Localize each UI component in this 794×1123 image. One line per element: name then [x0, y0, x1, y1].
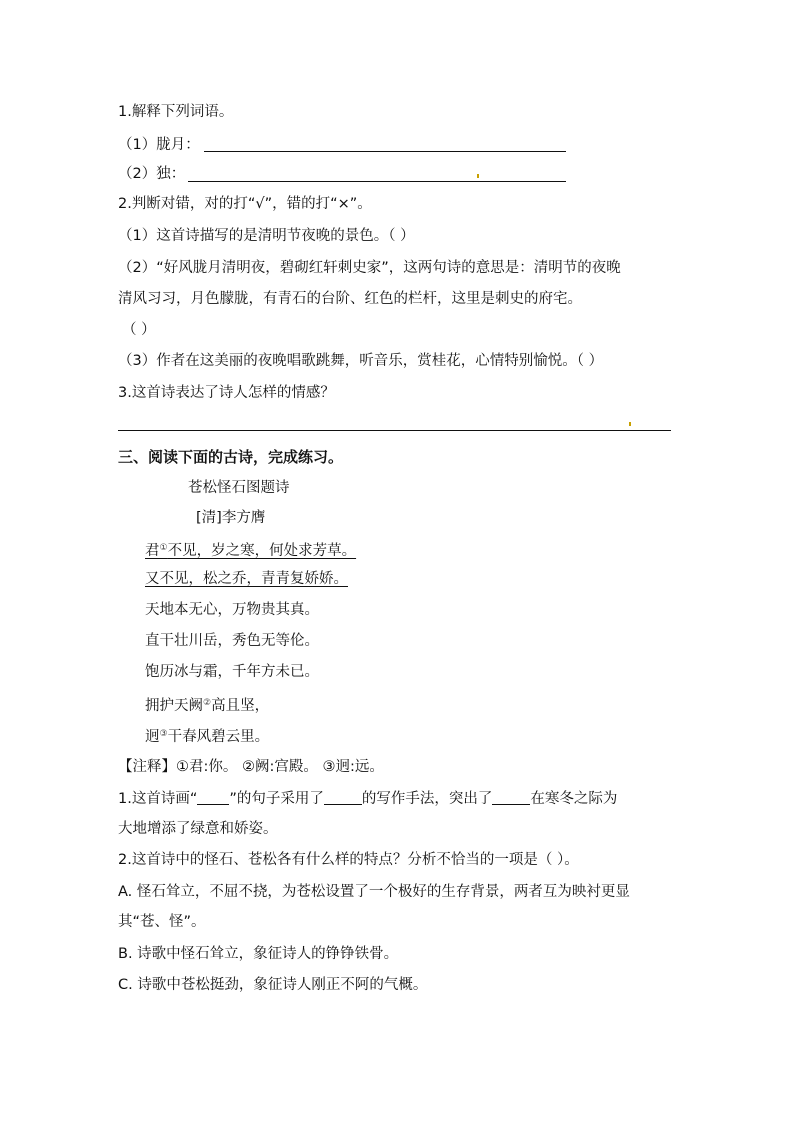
poem-author: [清]李方膺	[196, 510, 266, 526]
p3-q2-stem: 2.这首诗中的怪石、苍松各有什么样的特点？分析不恰当的一项是（ ）。	[118, 852, 579, 868]
p3-q1-blank-1[interactable]	[197, 790, 229, 805]
yellow-mark	[629, 422, 631, 426]
p3-q1-text-3: 的写作手法，突出了	[361, 791, 493, 807]
q1-stem: 1.解释下列词语。	[118, 104, 234, 120]
poem-line-7-part-b: 干春风碧云里。	[167, 729, 270, 745]
poem-line-2: 又不见，松之乔，青青复娇娇。	[145, 571, 348, 587]
poem-line-7-part-a: 迥	[145, 729, 160, 745]
poem-line-6-part-b: 高且坚，	[211, 698, 270, 714]
q2-item-2-answer-paren[interactable]: （ ）	[122, 322, 156, 338]
q2-stem: 2.判断对错，对的打“√”，错的打“×”。	[118, 196, 372, 212]
p3-q1-blank-3[interactable]	[492, 790, 530, 805]
p3-q1-text-2: ”的句子采用了	[229, 791, 324, 807]
poem-line-1	[145, 538, 356, 561]
poem-line-5: 饱历冰与霜，千年方未已。	[145, 664, 319, 680]
q1-item-1-answer-line[interactable]	[204, 151, 566, 152]
p3-q1-text-4: 在寒冬之际为	[530, 791, 618, 807]
p3-q2-option-a-line-1[interactable]: A. 怪石耸立，不屈不挠，为苍松设置了一个极好的生存背景，两者互为映衬更显	[118, 884, 630, 900]
poem-line-1-part-b: 不见，岁之寒，何处求芳草。	[167, 543, 357, 559]
note-marker-3: ③	[159, 729, 168, 739]
p3-q1-text-1: 1.这首诗画“	[118, 791, 198, 807]
q2-item-1: （1）这首诗描写的是清明节夜晚的景色。（ ）	[118, 228, 415, 244]
section-3-heading: 三、阅读下面的古诗，完成练习。	[118, 448, 344, 466]
p3-q1-line-2: 大地增添了绿意和娇姿。	[118, 821, 278, 837]
q3-answer-line[interactable]	[118, 430, 671, 431]
p3-q2-option-a-line-2[interactable]: 其“苍、怪”。	[118, 914, 206, 930]
p3-q1-line-1	[118, 789, 617, 809]
q1-item-1-label: （1）胧月：	[118, 137, 200, 153]
p3-q2-option-c[interactable]: C. 诗歌中苍松挺劲，象征诗人刚正不阿的气概。	[118, 977, 428, 993]
note-marker-2: ②	[203, 698, 212, 708]
poem-line-4: 直干壮川岳，秀色无等伦。	[145, 633, 319, 649]
q2-item-2-line-1: （2）“好风胧月清明夜，碧砌红轩刺史家”，这两句诗的意思是：清明节的夜晚	[118, 260, 621, 276]
yellow-mark	[477, 174, 479, 178]
q2-item-2-line-2: 清风习习，月色朦胧，有青石的台阶、红色的栏杆，这里是刺史的府宅。	[118, 291, 582, 307]
poem-notes: 【注释】①君:你。 ②阙:宫殿。 ③迥:远。	[118, 759, 384, 775]
poem-line-6	[145, 693, 269, 716]
q1-item-2-answer-line[interactable]	[188, 181, 566, 182]
q3-stem: 3.这首诗表达了诗人怎样的情感？	[118, 385, 335, 401]
q2-item-3: （3）作者在这美丽的夜晚唱歌跳舞，听音乐，赏桂花，心情特别愉悦。（ ）	[118, 353, 604, 369]
note-marker-1: ①	[159, 543, 168, 553]
poem-line-1-part-a: 君	[145, 543, 160, 559]
q1-item-2-label: （2）独：	[118, 166, 186, 182]
poem-line-7	[145, 724, 269, 747]
p3-q2-option-b[interactable]: B. 诗歌中怪石耸立，象征诗人的铮铮铁骨。	[118, 946, 399, 962]
p3-q1-blank-2[interactable]	[324, 790, 362, 805]
poem-title: 苍松怪石图题诗	[188, 480, 290, 496]
poem-line-3: 天地本无心，万物贵其真。	[145, 602, 319, 618]
poem-line-6-part-a: 拥护天阙	[145, 698, 203, 714]
